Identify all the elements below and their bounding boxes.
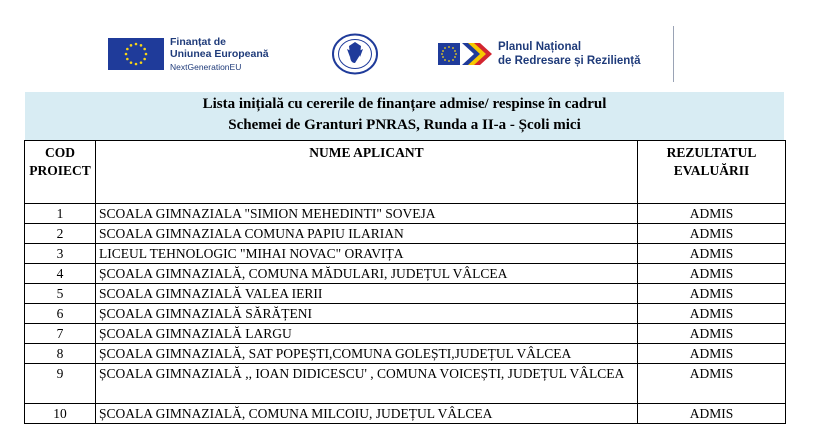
cell-name: ȘCOALA GIMNAZIALĂ LARGU [96,324,638,344]
cell-code: 5 [25,284,96,304]
cell-code: 6 [25,304,96,324]
eu-star [130,61,133,64]
eu-star [140,44,143,47]
cell-result: ADMIS [638,204,786,224]
cell-code: 7 [25,324,96,344]
table-row [25,224,786,244]
cell-result: ADMIS [638,224,786,244]
eu-funding-label [170,36,269,73]
eu-star [140,61,143,64]
pnrr-label [498,40,641,68]
table-row [25,244,786,264]
table-row [25,364,786,404]
table-row [25,324,786,344]
table-row [25,344,786,364]
cell-result: ADMIS [638,404,786,424]
pnrr-emblem-icon [438,40,494,68]
cell-name: ȘCOALA GIMNAZIALĂ, SAT POPEȘTI,COMUNA GOLEȘTI,JUDEȚUL VÂLCEA [96,344,638,364]
cell-result: ADMIS [638,324,786,344]
title-line2: Schemei de Granturi PNRAS, Runda a II-a - Școli mici [228,117,581,133]
header-code: COD PROIECT [25,141,96,204]
table-row [25,284,786,304]
title-line1: Lista inițială cu cererile de finanțare admise/ respinse în cadrul [202,96,607,112]
header-divider [673,26,674,82]
eu-star [143,48,146,51]
cell-name: ȘCOALA GIMNAZIALĂ SĂRĂȚENI [96,304,638,324]
cell-name: SCOALA GIMNAZIALA "SIMION MEHEDINTI" SOVEJA [96,204,638,224]
cell-result: ADMIS [638,344,786,364]
cell-result: ADMIS [638,244,786,264]
cell-result: ADMIS [638,364,786,404]
cell-code: 3 [25,244,96,264]
cell-code: 9 [25,364,96,404]
cell-name: ȘCOALA GIMNAZIALĂ, COMUNA MILCOIU, JUDEȚUL VÂLCEA [96,404,638,424]
cell-code: 8 [25,344,96,364]
cell-code: 1 [25,204,96,224]
eu-flag-icon [108,38,164,70]
cell-result: ADMIS [638,284,786,304]
table-row [25,304,786,324]
table-row [25,264,786,284]
eu-star [126,58,129,61]
cell-code: 10 [25,404,96,424]
document-title [25,92,784,140]
cell-code: 4 [25,264,96,284]
logo-header [0,0,820,92]
eu-star [130,44,133,47]
romanian-government-seal-icon [331,33,379,75]
pnrr-line1: Planul Național [498,41,582,53]
cell-name: ȘCOALA GIMNAZIALĂ, COMUNA MĂDULARI, JUDEȚUL VÂLCEA [96,264,638,284]
eu-line1: Finanțat de [170,36,227,48]
cell-name: SCOALA GIMNAZIALĂ VALEA IERII [96,284,638,304]
table-row [25,404,786,424]
eu-star [145,53,148,56]
eu-line3: NextGenerationEU [170,62,242,72]
cell-code: 2 [25,224,96,244]
eu-star [143,58,146,61]
cell-result: ADMIS [638,264,786,284]
header-name: NUME APLICANT [96,141,638,204]
table-header-row [25,141,786,204]
pnrr-line2: de Redresare și Reziliență [498,55,641,67]
applications-table [24,140,786,424]
cell-result: ADMIS [638,304,786,324]
eu-star [135,43,138,46]
cell-name: SCOALA GIMNAZIALA COMUNA PAPIU ILARIAN [96,224,638,244]
eu-star [125,53,128,56]
eu-star [135,63,138,66]
table-row [25,204,786,224]
eu-line2: Uniunea Europeană [170,48,269,60]
cell-name: ȘCOALA GIMNAZIALĂ ,, IOAN DIDICESCU' , COMUNA VOICEȘTI, JUDEȚUL VÂLCEA [96,364,638,404]
cell-name: LICEUL TEHNOLOGIC "MIHAI NOVAC" ORAVIȚA [96,244,638,264]
header-result: REZULTATUL EVALUĂRII [638,141,786,204]
eu-star [126,48,129,51]
